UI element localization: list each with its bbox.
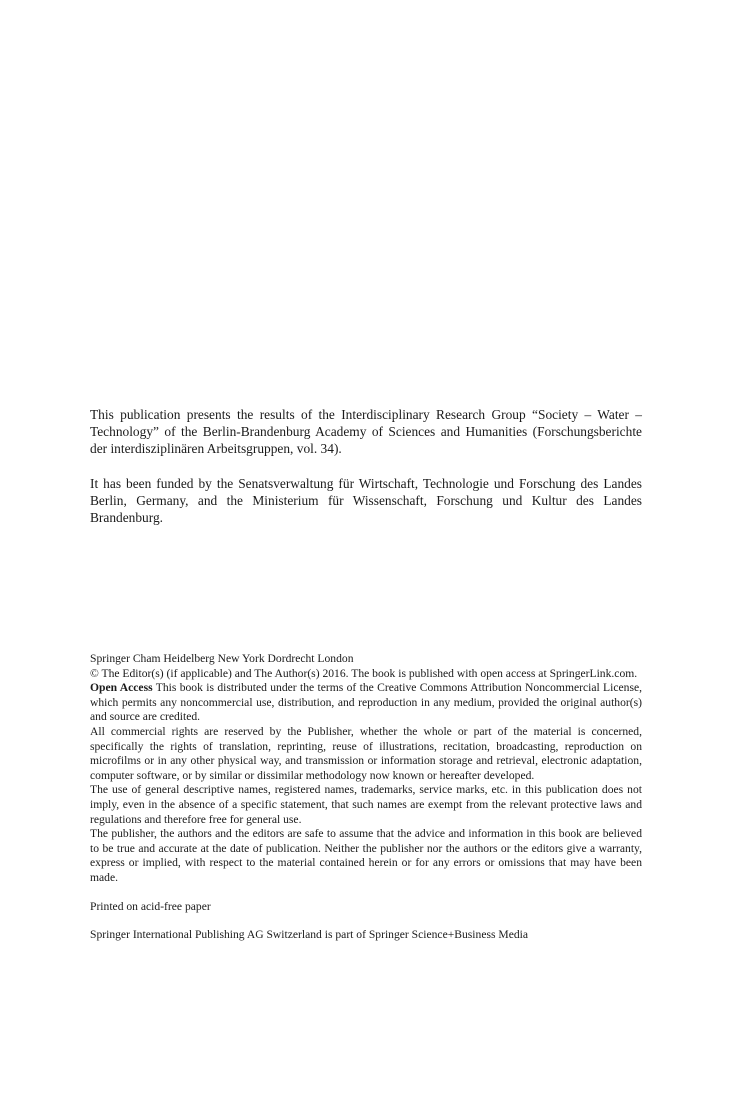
imprint-section	[90, 652, 642, 943]
funding-statement: It has been funded by the Senatsverwaltung für Wirtschaft, Technologie und Forschung des Landes Berlin, Germany, and the Ministerium für Wissenschaft, Forschung und Kultur des Landes Brandenburg.	[90, 475, 642, 526]
paper-note: Printed on acid-free paper	[90, 899, 211, 913]
open-access-notice	[90, 681, 642, 725]
intro-section	[90, 406, 642, 526]
disclaimer-notice: The publisher, the authors and the editors are safe to assume that the advice and information in this book are believed to be true and accurate at the date of publication. Neither the publisher nor the authors or the editors give a warranty, express or implied, with respect to the material contained herein or for any errors or omissions that may have been made.	[90, 827, 642, 884]
copyright-notice: © The Editor(s) (if applicable) and The Author(s) 2016. The book is published with open access at SpringerLink.com.	[90, 666, 638, 680]
rights-reserved-notice: All commercial rights are reserved by the Publisher, whether the whole or part of the material is concerned, specifically the rights of translation, reprinting, reuse of illustrations, recitation, broadcasting, reproduction on microfilms or in any other physical way, and transmission or information storage and retrieval, electronic adaptation, computer software, or by similar or dissimilar methodology now known or hereafter developed.	[90, 724, 642, 782]
open-access-text: This book is distributed under the terms of the Creative Commons Attribution Noncommercial License, which permits any noncommercial use, distribution, and reproduction in any medium, provided the original author(s) and source are credited.	[90, 681, 643, 724]
publisher-locations: Springer Cham Heidelberg New York Dordrecht London	[90, 652, 354, 665]
publisher-affiliation: Springer International Publishing AG Switzerland is part of Springer Science+Business Media	[90, 928, 529, 942]
publication-statement: This publication presents the results of the Interdisciplinary Research Group “Society – Water – Technology” of the Berlin-Brandenburg Academy of Sciences and Humanities (Forschungsberichte der interdisziplinären Arbeitsgruppen, vol. 34).	[90, 407, 642, 457]
descriptive-names-notice: The use of general descriptive names, registered names, trademarks, service marks, etc. in this publication does not imply, even in the absence of a specific statement, that such names are exempt from the relevant protective laws and regulations and therefore free for general use.	[90, 783, 642, 826]
open-access-label: Open Access	[90, 681, 153, 695]
